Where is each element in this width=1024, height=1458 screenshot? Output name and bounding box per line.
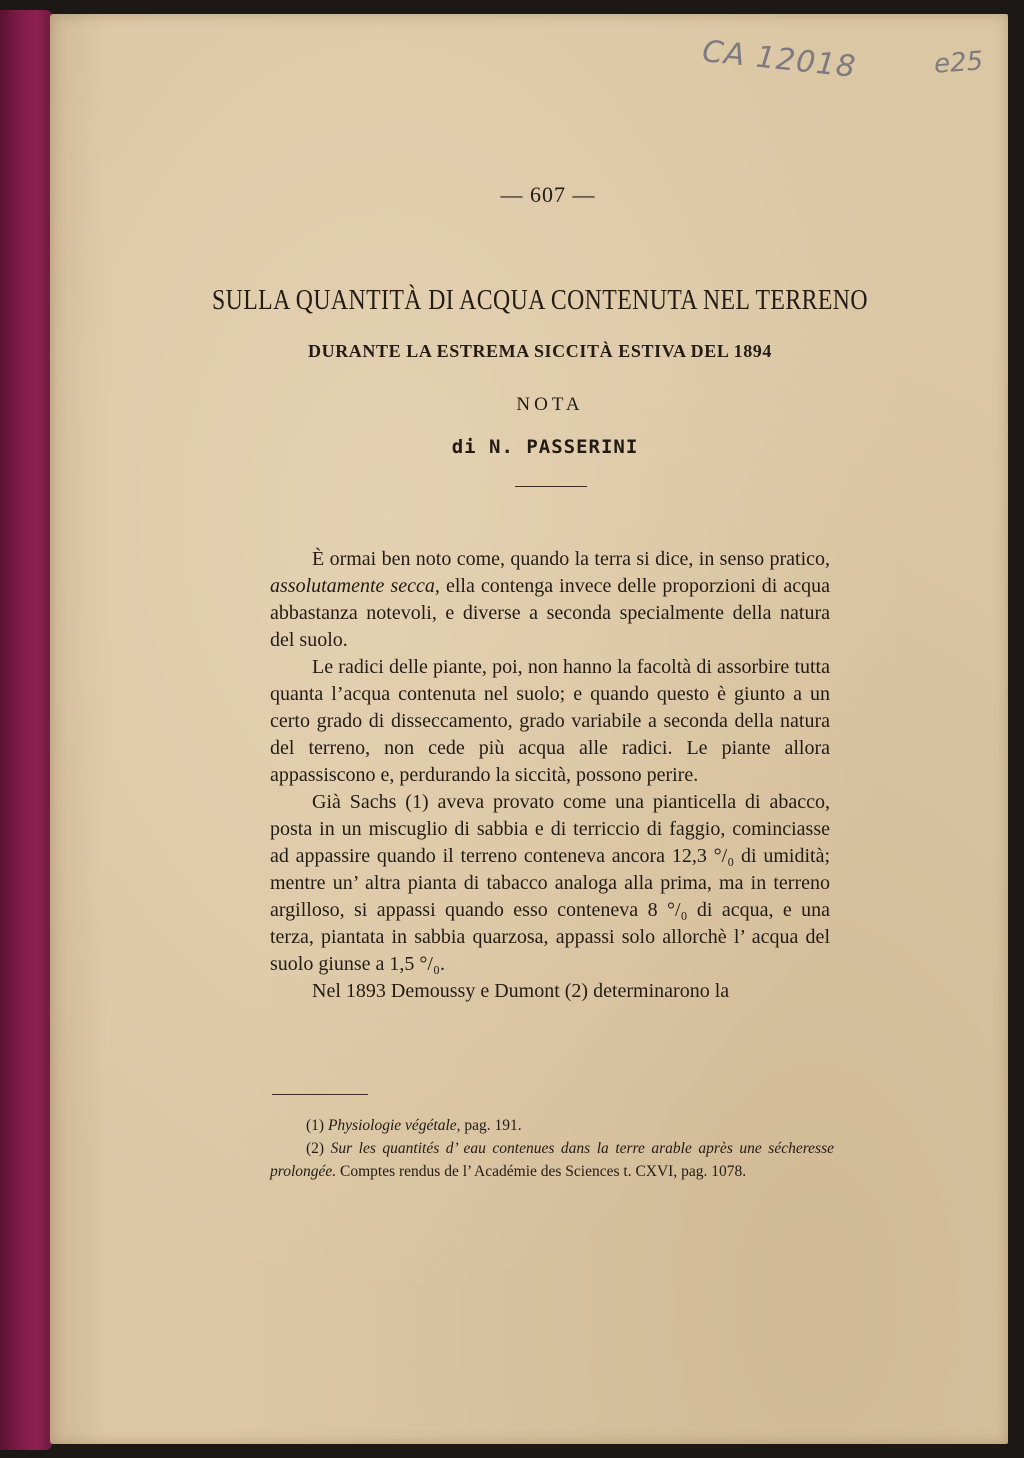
footnote-1-number: (1) xyxy=(306,1117,325,1134)
page xyxy=(50,14,1008,1444)
page-number: — 607 — xyxy=(500,182,596,207)
article-body xyxy=(270,546,830,1005)
paragraph-1-emphasis: assolutamente secca, xyxy=(270,575,440,597)
footnote-2-title: Sur les quantités d’ eau contenues dans la terre arable après une sécheresse prolongée. xyxy=(270,1140,834,1180)
paragraph-4: Nel 1893 Demoussy e Dumont (2) determinarono la xyxy=(312,980,730,1002)
footnote-1-rest: pag. 191. xyxy=(460,1117,522,1134)
footnote-2 xyxy=(270,1137,834,1183)
footnote-2-rest: Comptes rendus de l’ Académie des Sciences t. CXVI, pag. 1078. xyxy=(336,1163,747,1180)
paragraph-3: Già Sachs (1) aveva provato come una pianticella di abacco, posta in un miscuglio di sabbia e di terriccio di faggio, cominciasse ad appassire quando il terreno conteneva ancora 12,3 °/₀ di umidità; mentre un’ altra pianta di tabacco analoga alla prima, ma in terreno argilloso, si appassi quando esso conteneva 8 °/₀ di acqua, e una terza, piantata in sabbia quarzosa, appassi solo allorchè l’ acqua del suolo giunse a 1,5 °/₀. xyxy=(270,791,830,975)
handwritten-shelfmark: CA 12018 xyxy=(700,34,858,85)
article-title: SULLA QUANTITÀ DI ACQUA CONTENUTA NEL TERRENO xyxy=(212,284,868,316)
paragraph-1-text-b: ella contenga invece delle proporzioni di acqua abbastanza notevoli, e diverse a seconda specialmente della natura del suolo. xyxy=(270,575,830,651)
handwritten-corner-note: e25 xyxy=(933,46,985,80)
article-type-label: NOTA xyxy=(516,394,584,415)
title-divider xyxy=(515,486,587,487)
footnote-divider xyxy=(272,1094,368,1095)
footnote-1-title: Physiologie végétale, xyxy=(327,1117,461,1134)
footnotes xyxy=(270,1114,834,1183)
paragraph-2: Le radici delle piante, poi, non hanno la facoltà di assorbire tutta quanta l’acqua contenuta nel suolo; e quando questo è giunto a un certo grado di disseccamento, grado variabile a seconda della natura del terreno, non cede più acqua alle radici. Le piante allora appassiscono e, perdurando la siccità, possono perire. xyxy=(270,656,830,786)
paragraph-1 xyxy=(270,546,830,654)
article-subtitle: DURANTE LA ESTREMA SICCITÀ ESTIVA DEL 1894 xyxy=(308,341,772,361)
footnote-2-number: (2) xyxy=(306,1140,325,1157)
footnote-1 xyxy=(270,1114,834,1137)
author-line: di N. PASSERINI xyxy=(451,436,639,458)
book-binding-edge xyxy=(0,10,52,1450)
paragraph-1-text-a: È ormai ben noto come, quando la terra si dice, in senso pratico, xyxy=(312,548,830,570)
